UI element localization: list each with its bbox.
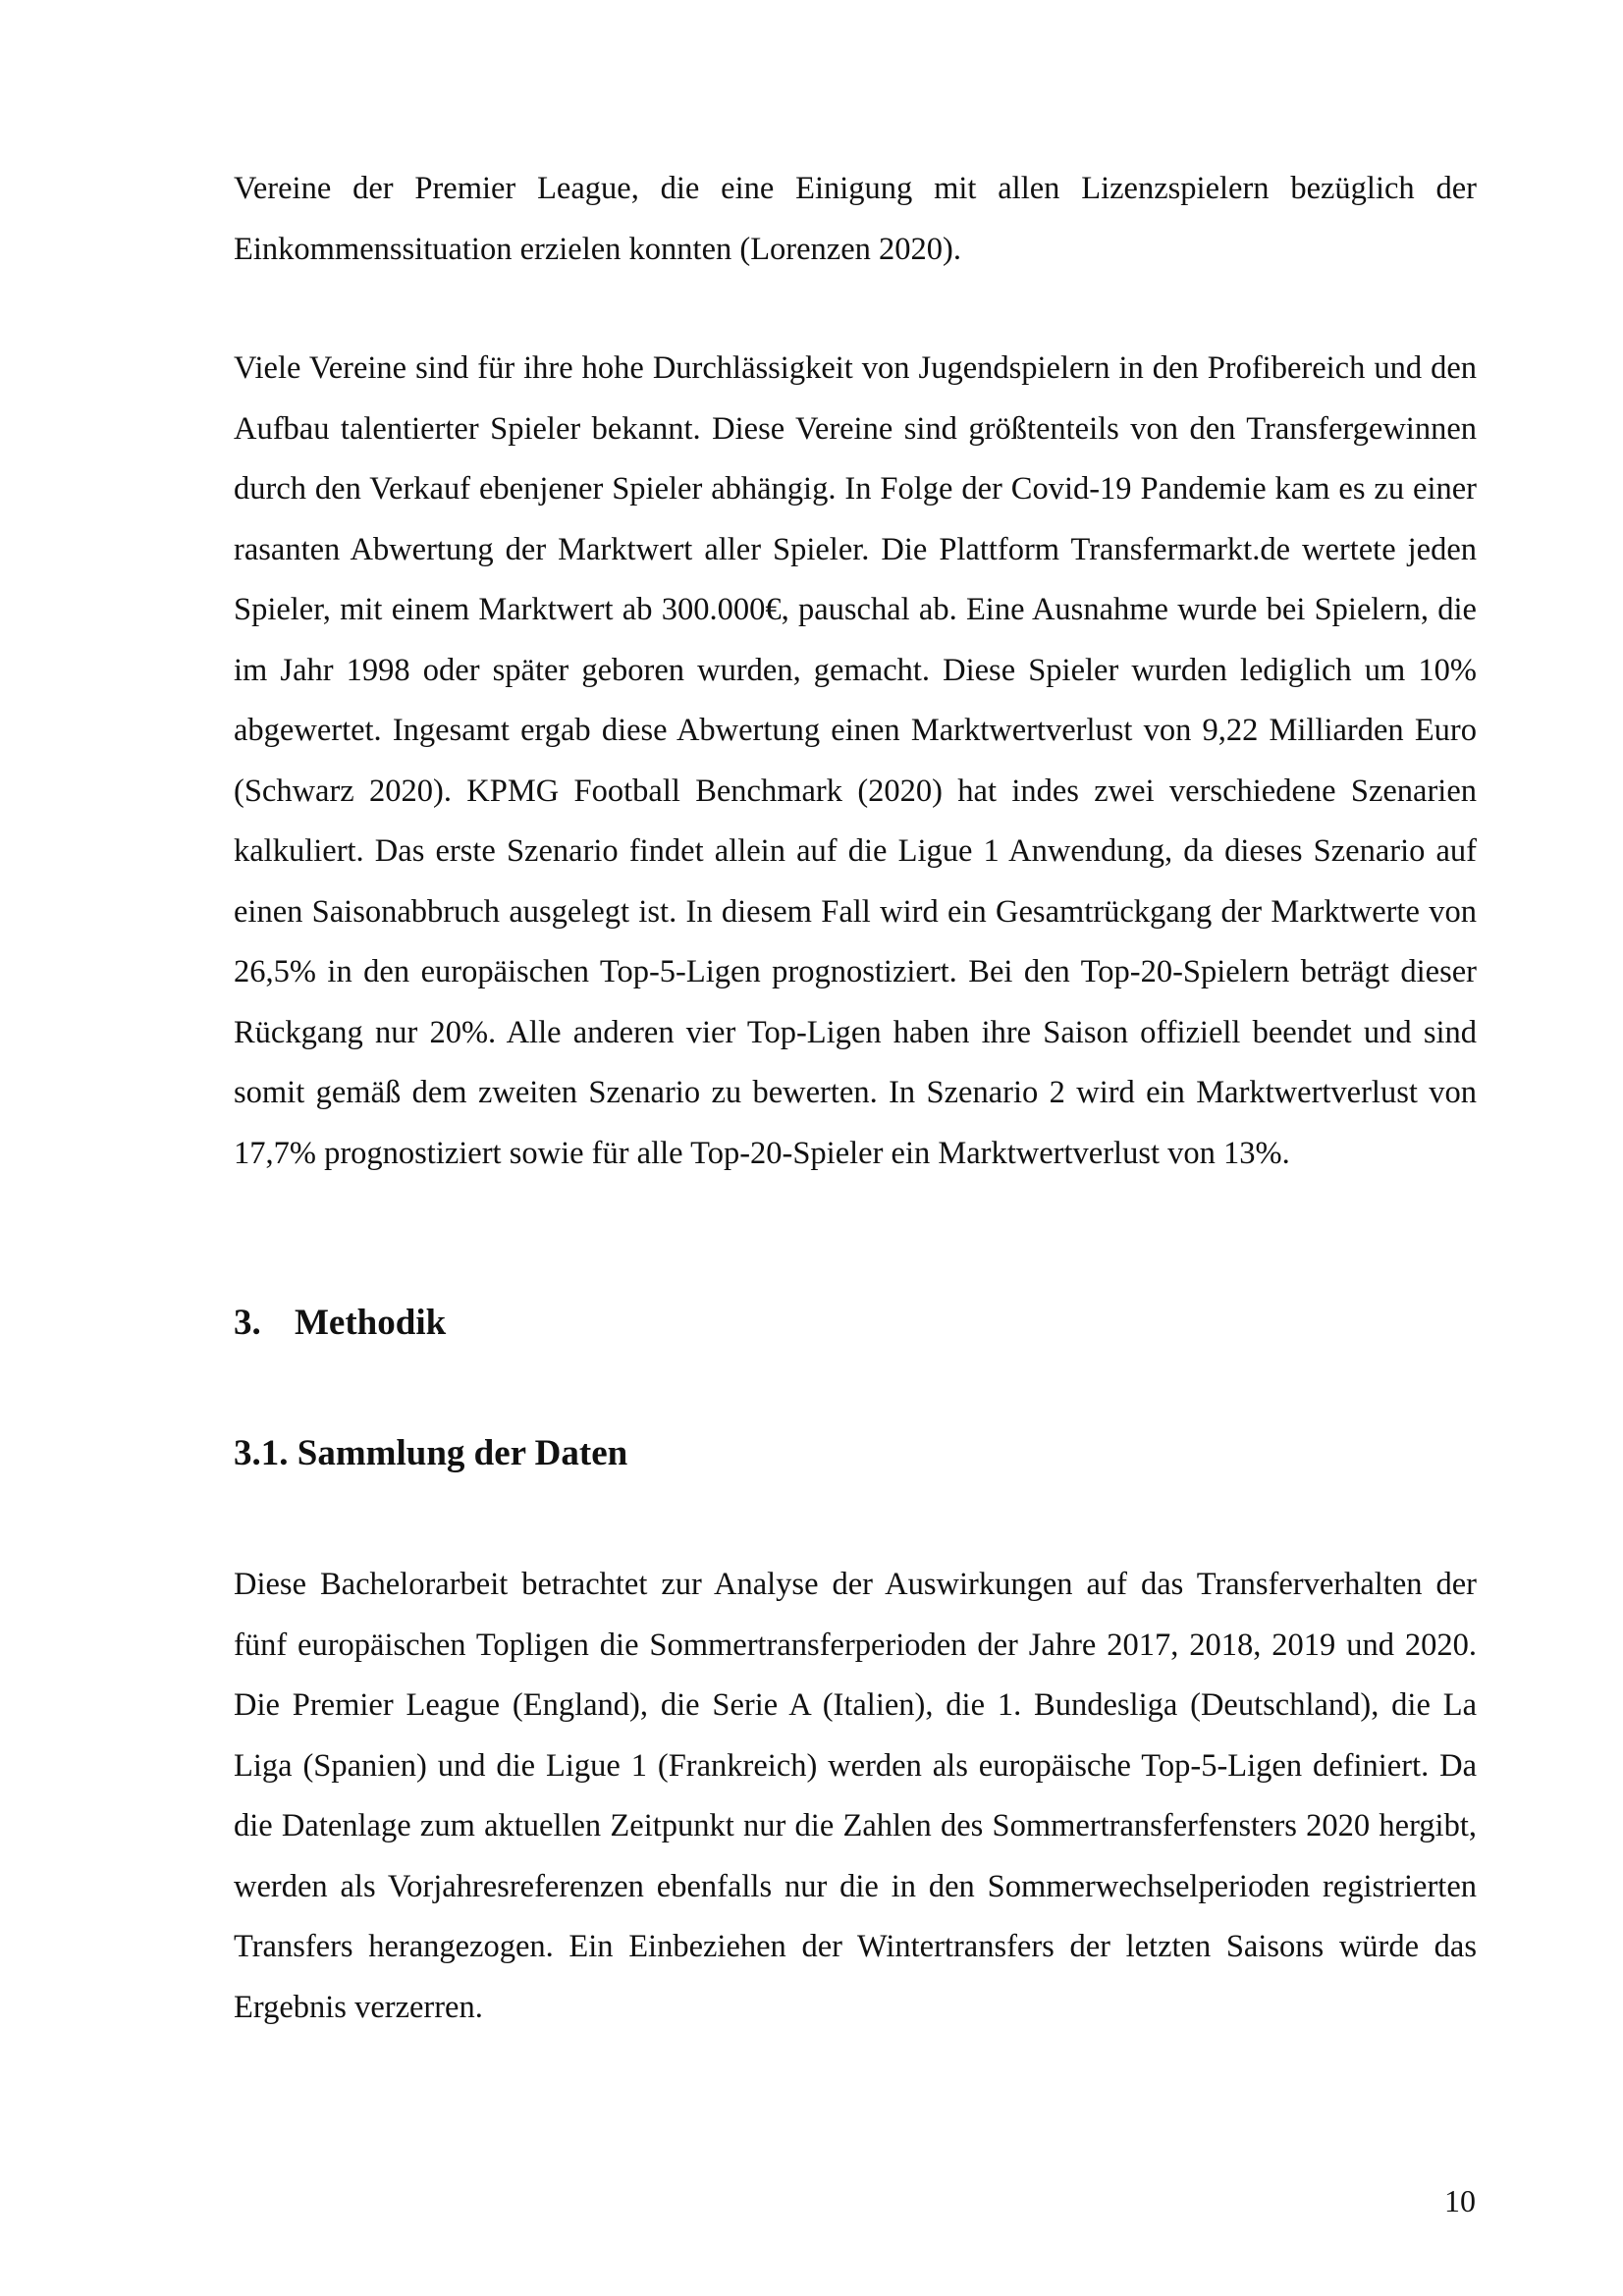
subsection-heading-sammlung: 3.1. Sammlung der Daten <box>234 1433 628 1473</box>
section-title: Methodik <box>295 1303 447 1343</box>
heading-spacer <box>234 1483 1477 1555</box>
page-number: 10 <box>1444 2183 1476 2218</box>
section-number: 3. <box>234 1303 261 1343</box>
page-body <box>234 159 1477 2038</box>
section-heading-methodik <box>234 1294 1477 1353</box>
paragraph-market-value-decline: Viele Vereine sind für ihre hohe Durchlässigkeit von Jugendspielern in den Profibereich und den Aufbau talentierter Spieler bekannt. Diese Vereine sind größtenteils von den Transfergewinnen durch den Verkauf ebenjener Spieler abhängig. In Folge der Covid-19 Pandemie kam es zu einer rasanten Abwertung der Marktwert aller Spieler. Die Plattform Transfermarkt.de wertete jeden Spieler, mit einem Marktwert ab 300.000€, pauschal ab. Eine Ausnahme wurde bei Spielern, die im Jahr 1998 oder später geboren wurden, gemacht. Diese Spieler wurden lediglich um 10% abgewertet. Ingesamt ergab diese Abwertung einen Marktwertverlust von 9,22 Milliarden Euro (Schwarz 2020). KPMG Football Benchmark (2020) hat indes zwei verschiedene Szenarien kalkuliert. Das erste Szenario findet allein auf die Ligue 1 Anwendung, da dieses Szenario auf einen Saisonabbruch ausgelegt ist. In diesem Fall wird ein Gesamtrückgang der Marktwerte von 26,5% in den europäischen Top-5-Ligen prognostiziert. Bei den Top-20-Spielern beträgt dieser Rückgang nur 20%. Alle anderen vier Top-Ligen haben ihre Saison offiziell beendet und sind somit gemäß dem zweiten Szenario zu bewerten. In Szenario 2 wird ein Marktwertverlust von 17,7% prognostiziert sowie für alle Top-20-Spieler ein Marktwertverlust von 13%. <box>234 350 1477 1171</box>
paragraph-data-collection: Diese Bachelorarbeit betrachtet zur Analyse der Auswirkungen auf das Transferverhalten der fünf europäischen Topligen die Sommertransferperioden der Jahre 2017, 2018, 2019 und 2020. Die Premier League (England), die Serie A (Italien), die 1. Bundesliga (Deutschland), die La Liga (Spanien) und die Ligue 1 (Frankreich) werden als europäische Top-5-Ligen definiert. Da die Datenlage zum aktuellen Zeitpunkt nur die Zahlen des Sommertransferfensters 2020 hergibt, werden als Vorjahresreferenzen ebenfalls nur die in den Sommerwechselperioden registrierten Transfers herangezogen. Ein Einbeziehen der Wintertransfers der letzten Saisons würde das Ergebnis verzerren. <box>234 1567 1477 2025</box>
section-spacer <box>234 1184 1477 1294</box>
paragraph-spacer <box>234 280 1477 339</box>
heading-spacer <box>234 1353 1477 1424</box>
paragraph-premier-league-agreement: Vereine der Premier League, die eine Einigung mit allen Lizenzspielern bezüglich der Einkommenssituation erzielen konnten (Lorenzen 2020). <box>234 171 1477 267</box>
